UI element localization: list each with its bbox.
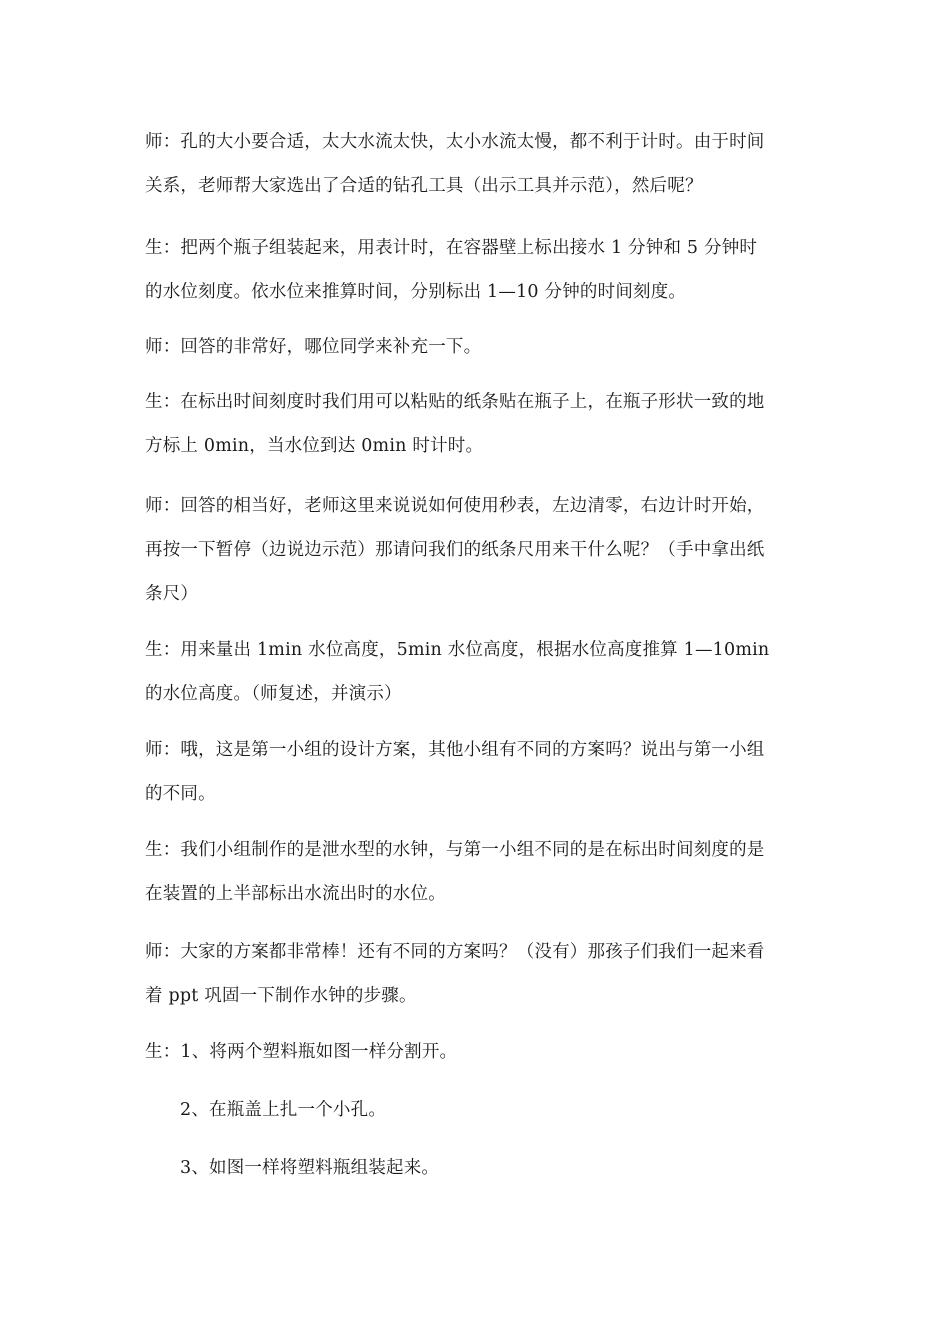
text-line: 3、如图一样将塑料瓶组装起来。 <box>180 1158 440 1178</box>
text-line: 的不同。 <box>145 784 216 804</box>
text-line: 再按一下暂停（边说边示范）那请问我们的纸条尺用来干什么呢？（手中拿出纸 <box>145 540 765 560</box>
text-line: 生：1、将两个塑料瓶如图一样分割开。 <box>145 1042 458 1062</box>
text-line: 师：哦，这是第一小组的设计方案，其他小组有不同的方案吗？说出与第一小组 <box>145 740 765 760</box>
paragraph-student-paper-strip <box>145 380 813 468</box>
paragraph-teacher-stopwatch <box>145 484 813 616</box>
text-line: 生：我们小组制作的是泄水型的水钟，与第一小组不同的是在标出时间刻度的是 <box>145 840 765 860</box>
text-line: 2、在瓶盖上扎一个小孔。 <box>180 1100 387 1120</box>
paragraph-student-assemble <box>145 226 813 314</box>
paragraph-step-3 <box>180 1146 813 1190</box>
text-line: 的水位高度。（师复述，并演示） <box>145 684 402 704</box>
text-line: 的水位刻度。依水位来推算时间，分别标出 1—10 分钟的时间刻度。 <box>145 282 687 302</box>
paragraph-step-1 <box>145 1030 813 1074</box>
text-line: 师：回答的非常好，哪位同学来补充一下。 <box>145 337 482 357</box>
text-line: 着 ppt 巩固一下制作水钟的步骤。 <box>145 986 417 1006</box>
paragraph-teacher-other-plans <box>145 728 813 816</box>
paragraph-teacher-review <box>145 930 813 1018</box>
paragraph-teacher-hole-size <box>145 120 813 208</box>
text-line: 关系，老师帮大家选出了合适的钻孔工具（出示工具并示范），然后呢？ <box>145 176 703 196</box>
text-line: 生：把两个瓶子组装起来，用表计时，在容器壁上标出接水 1 分钟和 5 分钟时 <box>145 238 758 258</box>
paragraph-step-2 <box>180 1088 813 1132</box>
text-line: 师：大家的方案都非常棒！还有不同的方案吗？（没有）那孩子们我们一起来看 <box>145 942 765 962</box>
text-line: 条尺） <box>145 584 199 604</box>
paragraph-teacher-praise <box>145 325 813 369</box>
text-line: 生：用来量出 1min 水位高度，5min 水位高度，根据水位高度推算 1—10min <box>145 640 770 660</box>
text-line: 在装置的上半部标出水流出时的水位。 <box>145 884 446 904</box>
text-line: 师：孔的大小要合适，太大水流太快，太小水流太慢，都不利于计时。由于时间 <box>145 132 765 152</box>
text-line: 生：在标出时间刻度时我们用可以粘贴的纸条贴在瓶子上，在瓶子形状一致的地 <box>145 392 765 412</box>
text-line: 方标上 0min，当水位到达 0min 时计时。 <box>145 436 484 456</box>
text-line: 师：回答的相当好，老师这里来说说如何使用秒表，左边清零，右边计时开始， <box>145 496 765 516</box>
paragraph-student-drain-clock <box>145 828 813 916</box>
paragraph-student-measure <box>145 628 813 716</box>
